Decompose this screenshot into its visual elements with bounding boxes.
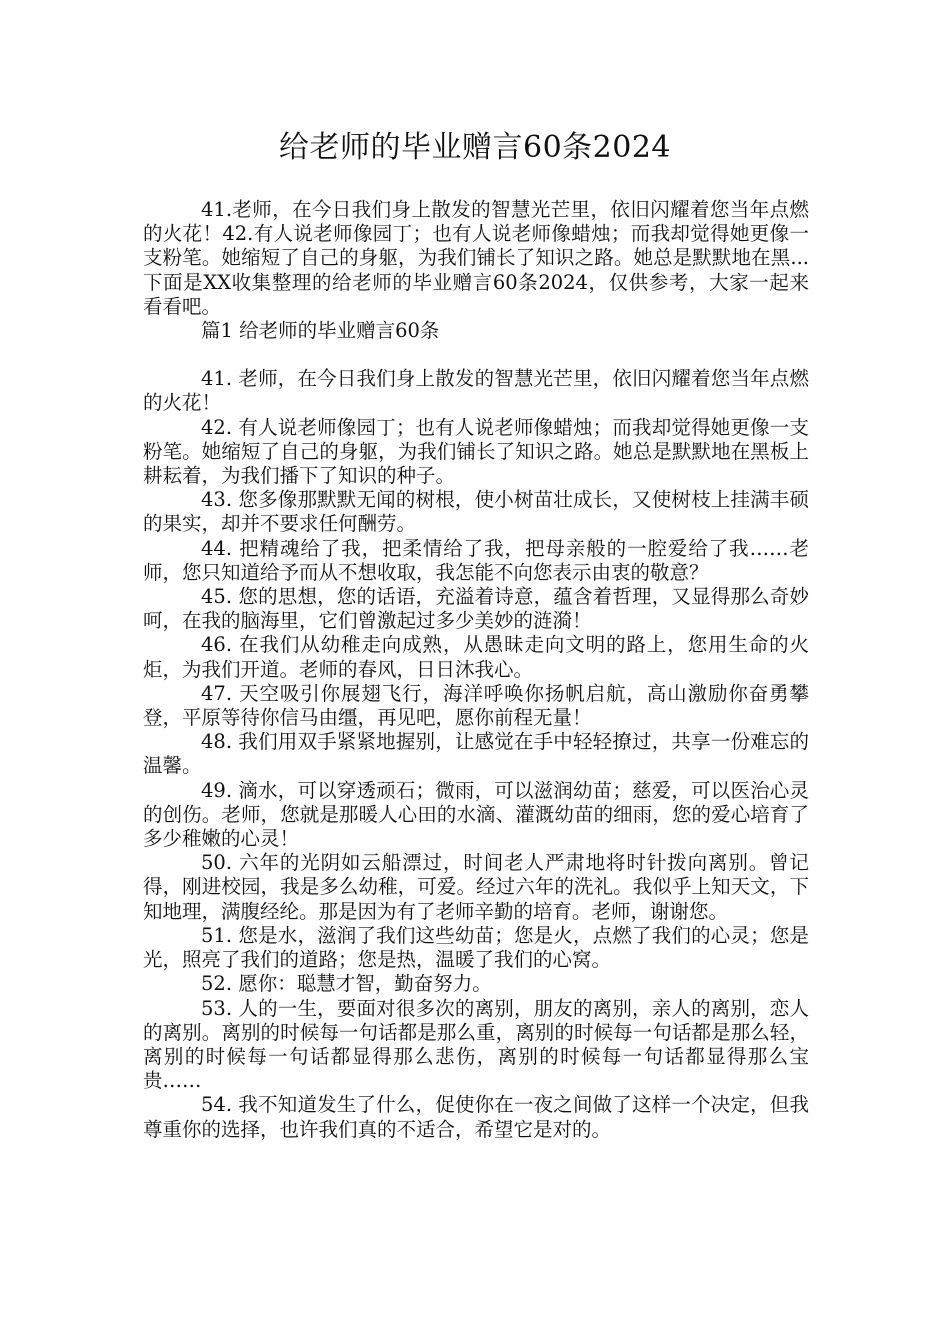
- list-item: 54. 我不知道发生了什么，促使你在一夜之间做了这样一个决定，但我尊重你的选择，也许我们真的不适合，希望它是对的。: [143, 1093, 809, 1141]
- list-item: 52. 愿你：聪慧才智，勤奋努力。: [201, 972, 492, 996]
- list-item: 45. 您的思想，您的话语，充溢着诗意，蕴含着哲理，又显得那么奇妙呵，在我的脑海里，它们曾激起过多少美妙的涟漪！: [143, 585, 809, 633]
- list-item: 43. 您多像那默默无闻的树根，使小树苗壮成长，又使树枝上挂满丰硕的果实，却并不要求任何酬劳。: [143, 488, 809, 536]
- document-body: [143, 198, 809, 1142]
- section-heading: 篇1 给老师的毕业赠言60条: [201, 319, 440, 343]
- list-item: 51. 您是水，滋润了我们这些幼苗；您是火，点燃了我们的心灵；您是光，照亮了我们的道路；您是热，温暖了我们的心窝。: [143, 923, 809, 972]
- list-item: 42. 有人说老师像园丁；也有人说老师像蜡烛；而我却觉得她更像一支粉笔。她缩短了自己的身躯，为我们铺长了知识之路。她总是默默地在黑板上耕耘着，为我们播下了知识的种子。: [143, 415, 809, 488]
- list-item: 49. 滴水，可以穿透顽石；微雨，可以滋润幼苗；慈爱，可以医治心灵的创伤。老师，您就是那暖人心田的水滴、灌溉幼苗的细雨，您的爱心培育了多少稚嫩的心灵！: [143, 778, 809, 851]
- list-item: 48. 我们用双手紧紧地握别，让感觉在手中轻轻撩过，共享一份难忘的温馨。: [143, 730, 809, 778]
- list-item: 46. 在我们从幼稚走向成熟，从愚昧走向文明的路上，您用生命的火炬，为我们开道。老师的春风，日日沐我心。: [143, 633, 809, 681]
- list-item: 44. 把精魂给了我，把柔情给了我，把母亲般的一腔爱给了我……老师，您只知道给予而从不想收取，我怎能不向您表示由衷的敬意？: [143, 536, 809, 584]
- list-item: 50. 六年的光阴如云船漂过，时间老人严肃地将时针拨向离别。曾记得，刚进校园，我是多么幼稚，可爱。经过六年的洗礼。我似乎上知天文，下知地理，满腹经纶。那是因为有了老师辛勤的培育。老师，谢谢您。: [143, 851, 809, 923]
- intro-paragraph: 41.老师，在今日我们身上散发的智慧光芒里，依旧闪耀着您当年点燃的火花！42.有人说老师像园丁；也有人说老师像蜡烛；而我却觉得她更像一支粉笔。她缩短了自己的身躯，为我们铺长了知识之路。她总是默默地在黑...下面是XX收集整理的给老师的毕业赠言60条2024，仅供参考，大家一起来看看吧。: [143, 198, 809, 318]
- document-title: 给老师的毕业赠言60条2024: [278, 130, 672, 165]
- list-item: 41. 老师，在今日我们身上散发的智慧光芒里，依旧闪耀着您当年点燃的火花！: [143, 367, 809, 415]
- list-item: 53. 人的一生，要面对很多次的离别，朋友的离别，亲人的离别，恋人的离别。离别的时候每一句话都是那么重，离别的时候每一句话都是那么轻，离别的时候每一句话都显得那么悲伤，离别的时候每一句话都显得那么宝贵……: [143, 996, 809, 1093]
- list-item: 47. 天空吸引你展翅飞行，海洋呼唤你扬帆启航，高山激励你奋勇攀登，平原等待你信马由缰，再见吧，愿你前程无量！: [143, 681, 809, 730]
